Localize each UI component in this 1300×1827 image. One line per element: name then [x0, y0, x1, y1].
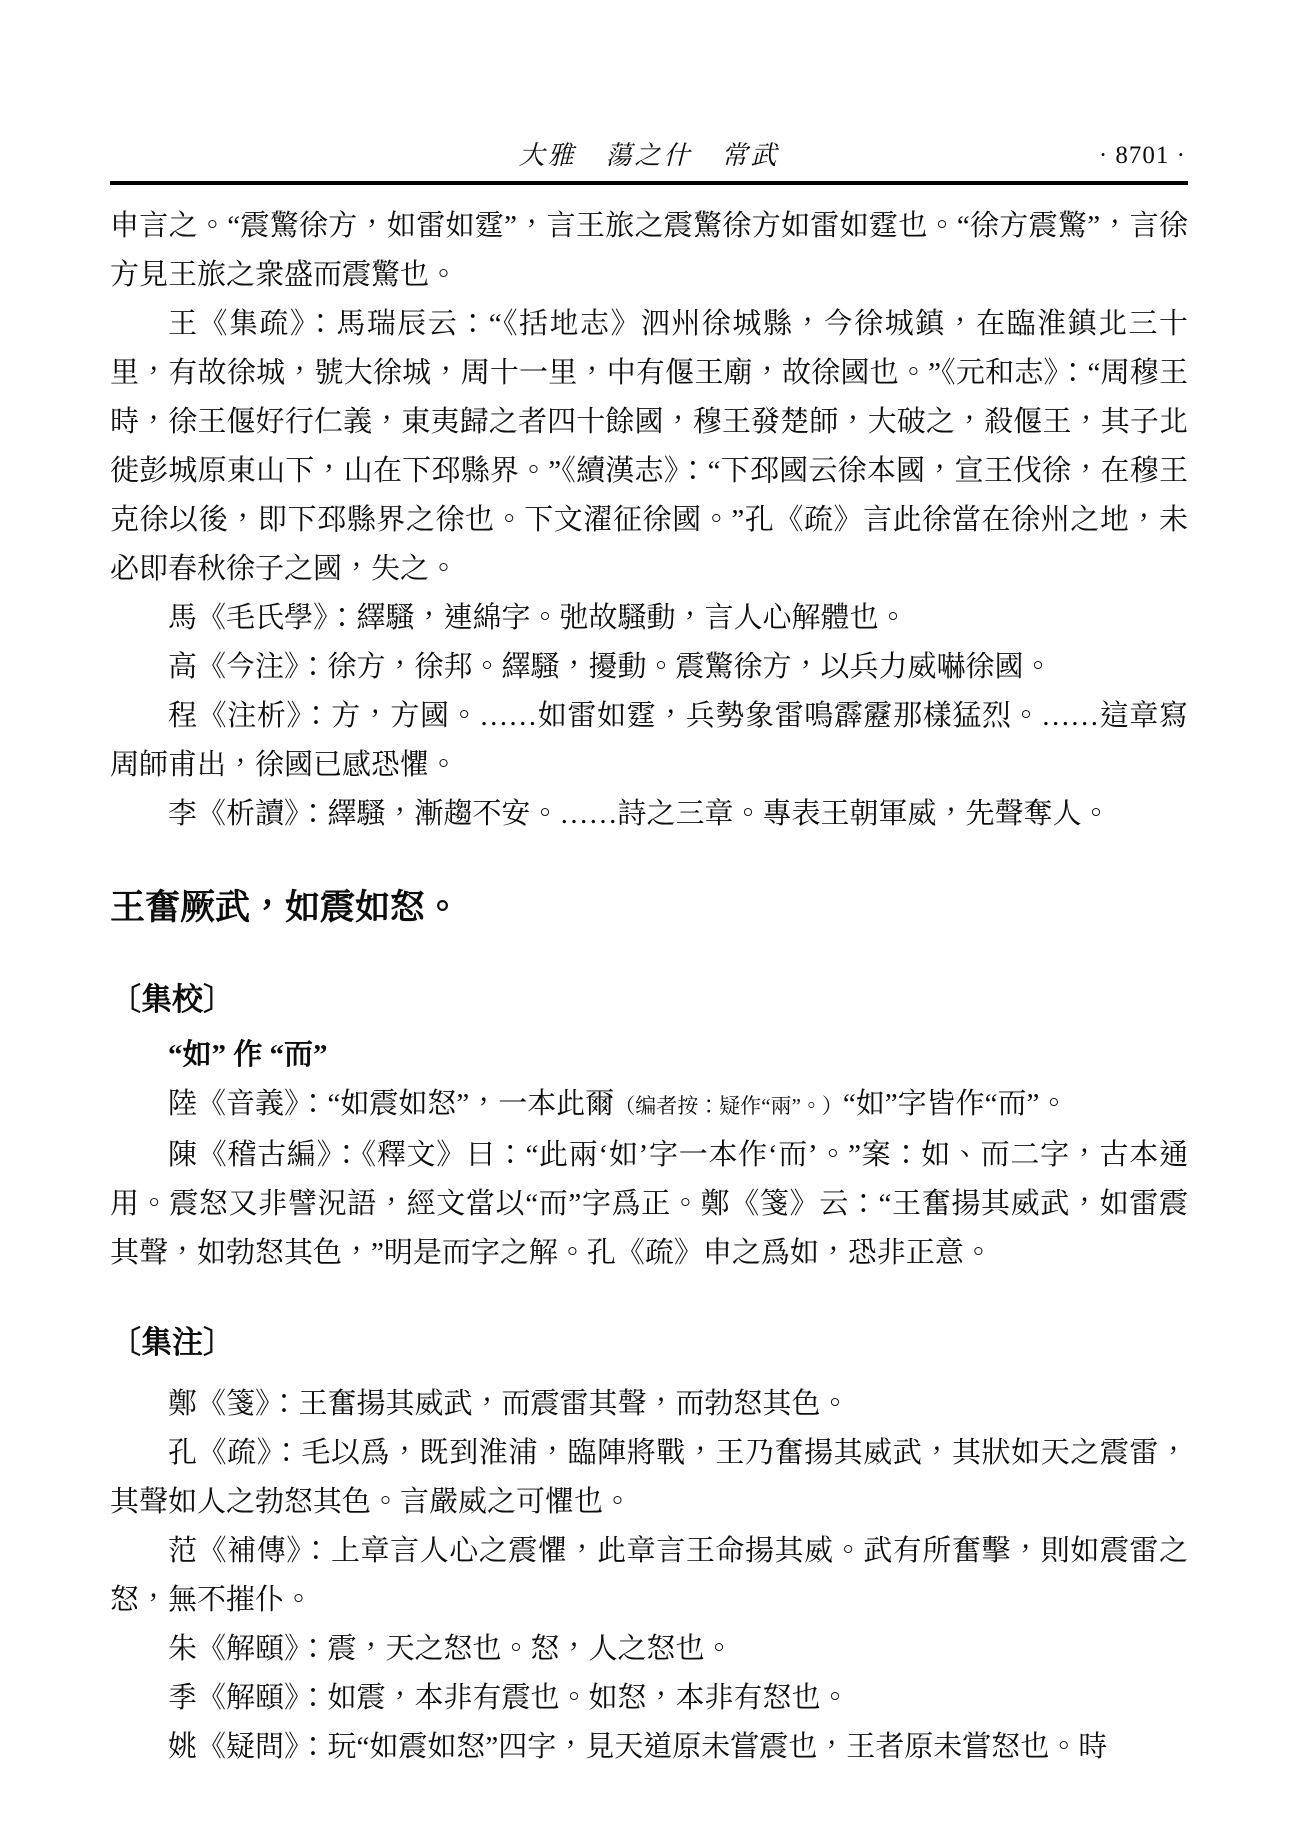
paragraph-li-xidu: 李《析讀》：繹騷，漸趨不安。……詩之三章。專表王朝軍威，先聲奪人。 [168, 798, 1111, 830]
page-header [110, 136, 1188, 176]
paragraph-fan-buzhuan: 范《補傳》：上章言人心之震懼，此章言王命揚其威。武有所奮擊，則如震雷之怒，無不摧仆。 [110, 1535, 1188, 1616]
header-rule [110, 181, 1188, 185]
paragraph-kong-shu: 孔《疏》：毛以爲，既到淮浦，臨陣將戰，王乃奮揚其威武，其狀如天之震雷，其聲如人之勃怒其色。言嚴威之可懼也。 [110, 1437, 1188, 1518]
paragraph-chen-jigubian: 陳《稽古編》：《釋文》曰：“此兩‘如’字一本作‘而’。”案：如、而二字，古本通用。震怒又非譬況語，經文當以“而”字爲正。鄭《箋》云：“王奮揚其威武，如雷震其聲，如勃怒其色，”明是而字之解。孔《疏》申之爲如，恐非正意。 [110, 1139, 1188, 1269]
paragraph-ji-jieyi: 季《解頤》：如震，本非有震也。如怒，本非有怒也。 [168, 1682, 850, 1714]
page-number: · 8701 · [1098, 142, 1186, 169]
paragraph-gao-jinzhu: 高《今注》：徐方，徐邦。繹騷，擾動。震驚徐方，以兵力威嚇徐國。 [168, 651, 1053, 683]
paragraph-cheng-zhuxi: 程《注析》：方，方國。……如雷如霆，兵勢象雷鳴霹靂那樣猛烈。……這章寫周師甫出，徐國已感恐懼。 [110, 700, 1188, 781]
paragraph-lu-yinyi [110, 1080, 1188, 1131]
paragraph-ma-maoshixue: 馬《毛氏學》：繹騷，連綿字。弛故騷動，言人心解體也。 [168, 602, 908, 634]
running-title: 大雅 蕩之什 常武 [518, 141, 780, 170]
paragraph-zheng-jian: 鄭《箋》：王奮揚其威武，而震雷其聲，而勃怒其色。 [168, 1388, 850, 1420]
lu-yinyi-text-post: “如”字皆作“而”。 [842, 1088, 1069, 1120]
editor-inline-note: （编者按：疑作“兩”。） [614, 1094, 843, 1118]
section-header-jijiao: 〔集校〕 [110, 982, 234, 1017]
paragraph-continuation: 申言之。“震驚徐方，如雷如霆”，言王旅之震驚徐方如雷如霆也。“徐方震驚”，言徐方見王旅之衆盛而震驚也。 [110, 210, 1188, 291]
paragraph-zhu-jieyi: 朱《解頤》：震，天之怒也。怒，人之怒也。 [168, 1633, 734, 1665]
paragraph-yao-yiwen: 姚《疑問》：玩“如震如怒”四字，見天道原未嘗震也，王者原未嘗怒也。時 [168, 1731, 1108, 1763]
lu-yinyi-text-pre: 陸《音義》：“如震如怒”，一本此爾 [168, 1088, 615, 1120]
paragraph-wang-jishu: 王《集疏》：馬瑞辰云：“《括地志》泗州徐城縣，今徐城鎮，在臨淮鎮北三十里，有故徐城，號大徐城，周十一里，中有偃王廟，故徐國也。”《元和志》：“周穆王時，徐王偃好行仁義，東夷歸之者四十餘國，穆王發楚師，大破之，殺偃王，其子北徙彭城原東山下，山在下邳縣界。”《續漢志》：“下邳國云徐本國，宣王伐徐，在穆王克徐以後，即下邳縣界之徐也。下文濯征徐國。”孔《疏》言此徐當在徐州之地，未必即春秋徐子之國，失之。 [110, 308, 1188, 585]
verse-heading: 王奮厥武，如震如怒。 [110, 888, 461, 927]
section-header-jizhu: 〔集注〕 [110, 1325, 234, 1360]
variant-note: “如” 作 “而” [168, 1039, 328, 1071]
text-block [110, 202, 1188, 1772]
